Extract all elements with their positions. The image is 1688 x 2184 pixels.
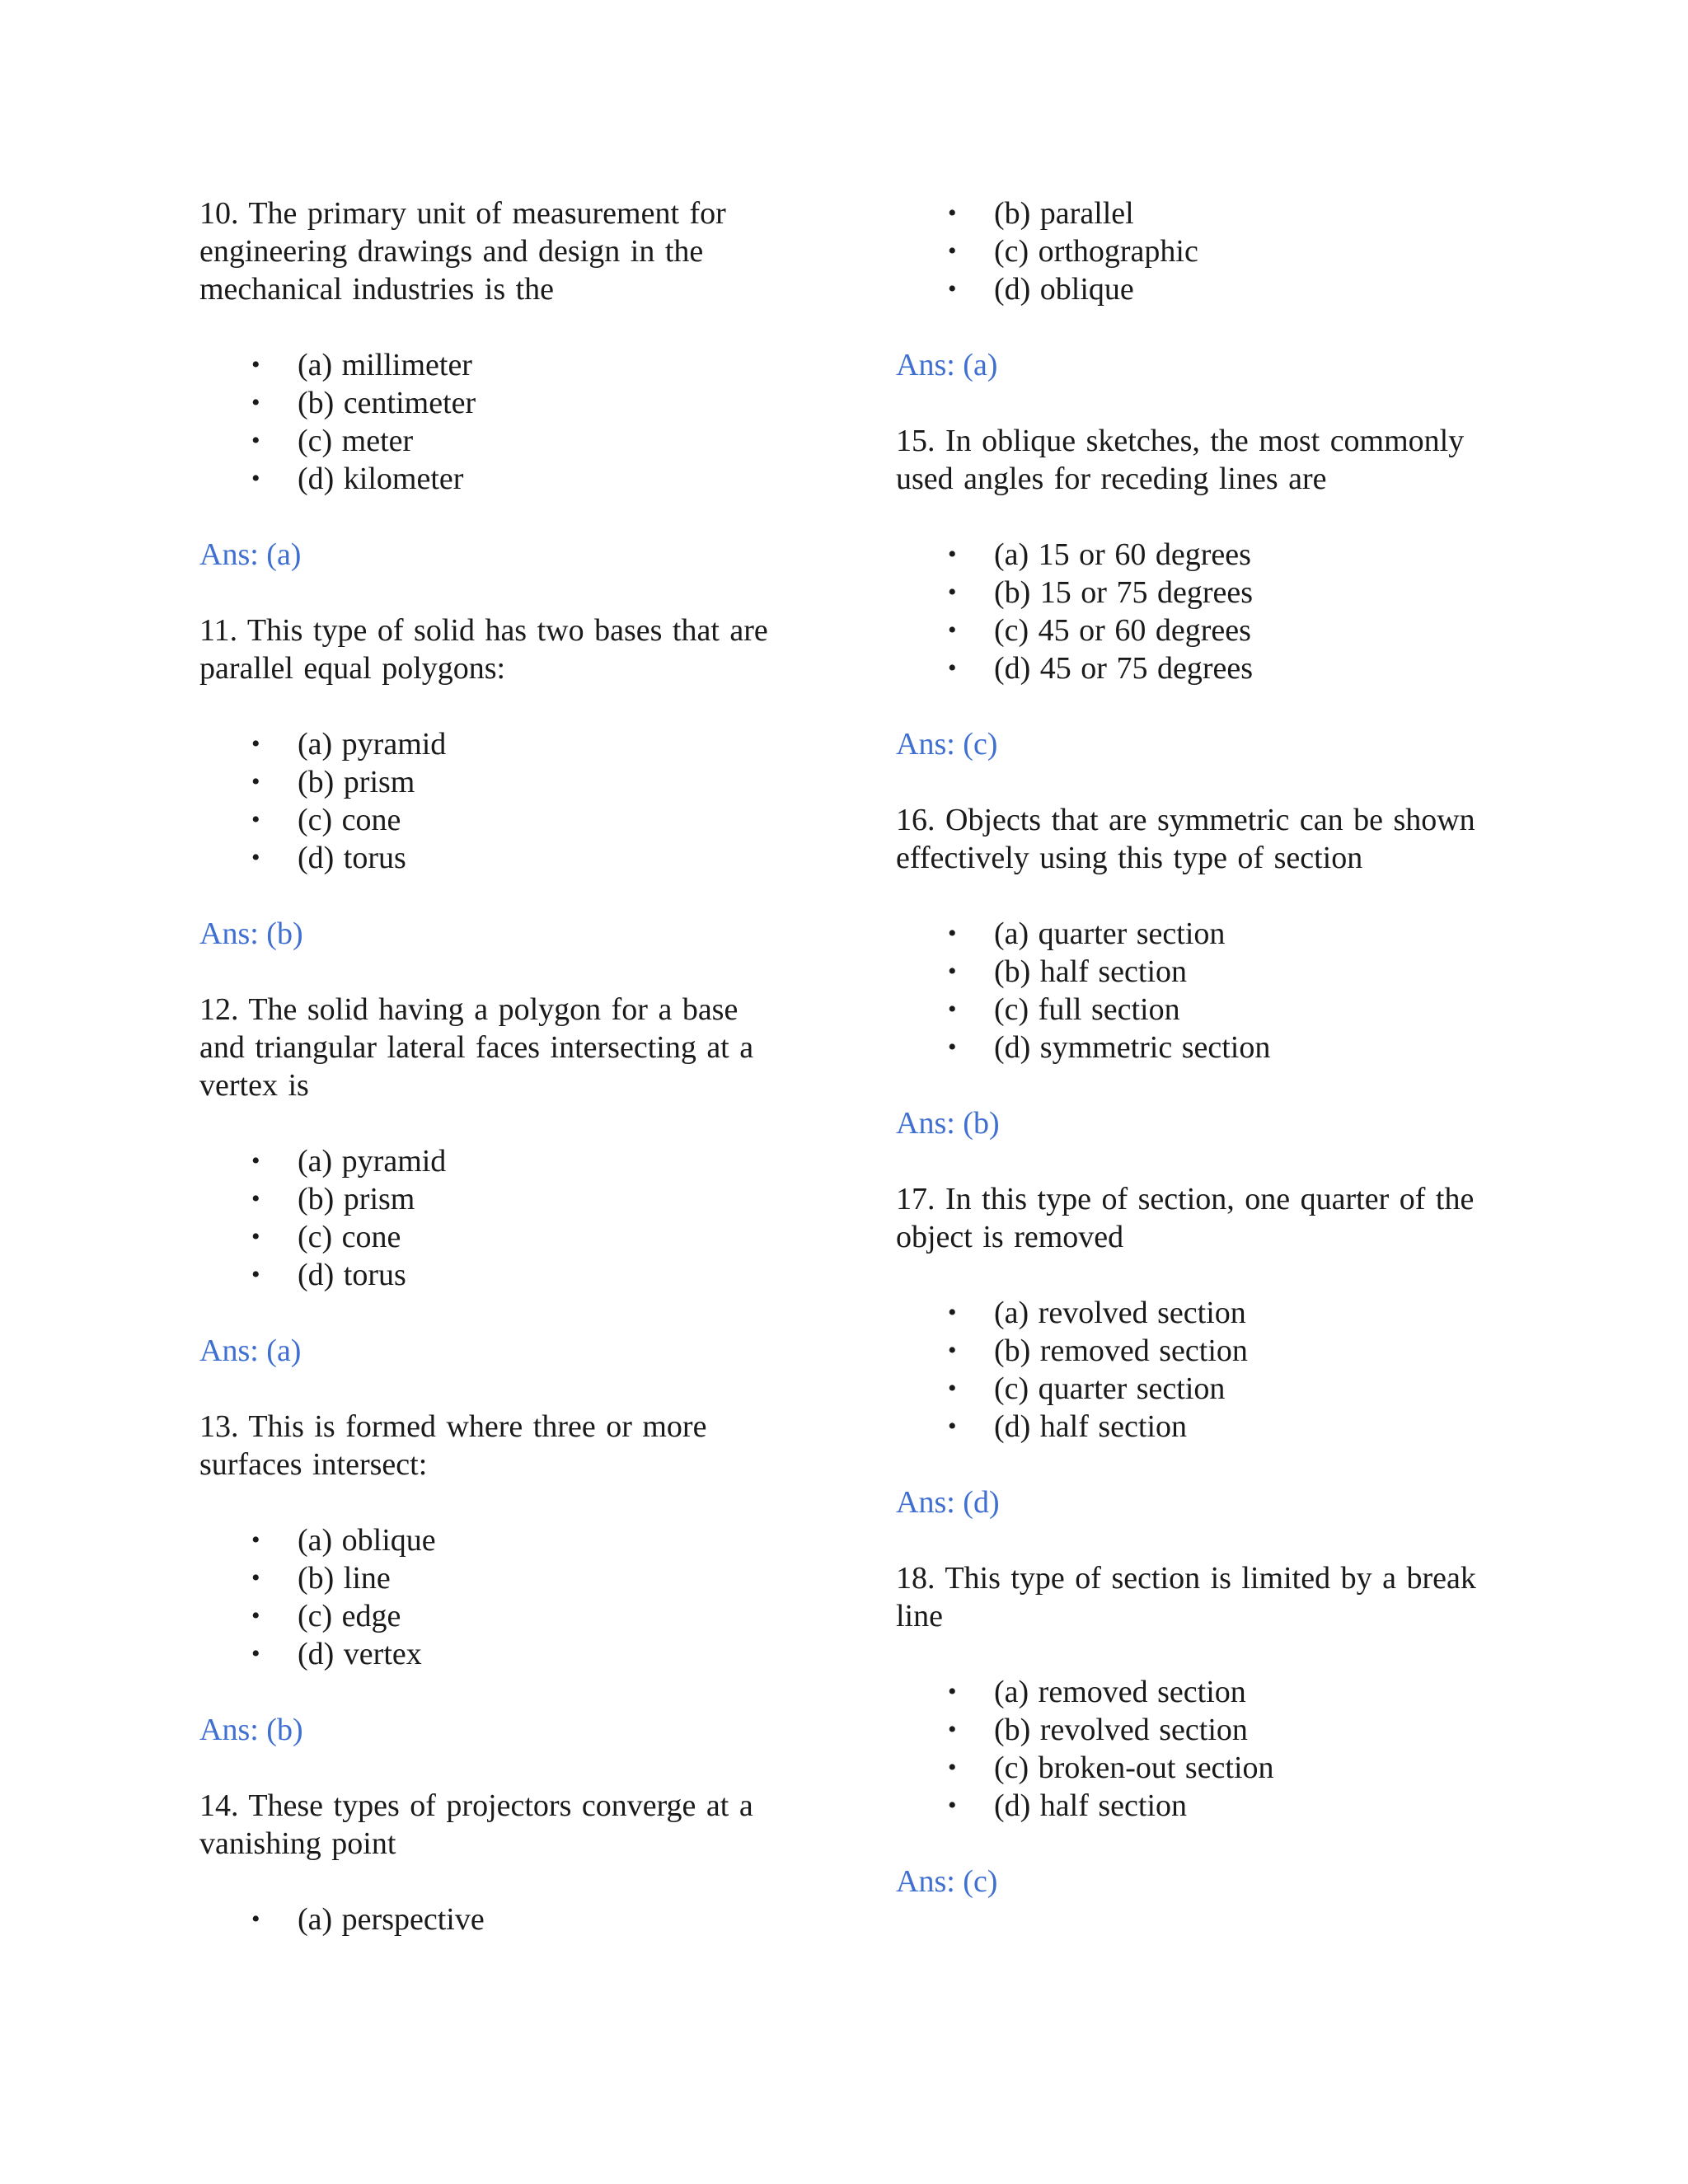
option-a: • (a) 15 or 60 degrees bbox=[948, 537, 1251, 572]
option-d: • (d) symmetric section bbox=[948, 1030, 1271, 1065]
bullet-icon: • bbox=[948, 616, 957, 644]
option-c: • (c) cone bbox=[251, 803, 401, 837]
bullet-icon: • bbox=[251, 351, 260, 378]
answer-18: Ans: (c) bbox=[896, 1864, 998, 1899]
question-18-options bbox=[896, 1673, 1522, 1825]
bullet-icon: • bbox=[948, 1375, 957, 1402]
bullet-icon: • bbox=[948, 654, 957, 682]
answer-10: Ans: (a) bbox=[199, 537, 302, 572]
bullet-icon: • bbox=[948, 579, 957, 606]
question-line: and triangular lateral faces intersecting at a bbox=[199, 1030, 754, 1065]
question-18-text bbox=[896, 1559, 1522, 1635]
question-16-options bbox=[896, 915, 1522, 1066]
option-a: • (a) pyramid bbox=[251, 1144, 447, 1179]
question-line: 18. This type of section is limited by a break bbox=[896, 1561, 1476, 1596]
question-12-options bbox=[199, 1142, 826, 1294]
question-11-text bbox=[199, 612, 826, 687]
bullet-icon: • bbox=[251, 1526, 260, 1554]
bullet-icon: • bbox=[948, 199, 957, 227]
option-b: • (b) prism bbox=[251, 765, 415, 799]
question-line: used angles for receding lines are bbox=[896, 462, 1327, 496]
option-a: • (a) millimeter bbox=[251, 348, 472, 382]
question-12-text bbox=[199, 991, 826, 1104]
option-a: • (a) revolved section bbox=[948, 1296, 1246, 1330]
option-d: • (d) kilometer bbox=[251, 462, 464, 496]
option-c: • (c) meter bbox=[251, 424, 414, 458]
bullet-icon: • bbox=[251, 1223, 260, 1250]
option-c: • (c) full section bbox=[948, 992, 1180, 1027]
option-d: • (d) vertex bbox=[251, 1637, 422, 1671]
question-10-block bbox=[199, 194, 826, 574]
option-b: • (b) line bbox=[251, 1561, 391, 1596]
question-line: parallel equal polygons: bbox=[199, 651, 506, 686]
option-a: • (a) removed section bbox=[948, 1675, 1246, 1709]
option-b: • (b) parallel bbox=[948, 196, 1134, 231]
bullet-icon: • bbox=[948, 237, 957, 265]
option-d: • (d) torus bbox=[251, 841, 406, 875]
answer-16: Ans: (b) bbox=[896, 1106, 1000, 1141]
bullet-icon: • bbox=[948, 541, 957, 568]
question-line: surfaces intersect: bbox=[199, 1447, 428, 1482]
option-a: • (a) quarter section bbox=[948, 916, 1226, 951]
bullet-icon: • bbox=[948, 1337, 957, 1364]
question-14-options-continued bbox=[896, 194, 1522, 308]
option-b: • (b) half section bbox=[948, 954, 1188, 989]
question-line: 17. In this type of section, one quarter of the bbox=[896, 1182, 1475, 1216]
bullet-icon: • bbox=[948, 1754, 957, 1781]
bullet-icon: • bbox=[251, 1602, 260, 1629]
option-b: • (b) removed section bbox=[948, 1333, 1248, 1368]
question-15-options bbox=[896, 536, 1522, 687]
question-11-options bbox=[199, 725, 826, 877]
option-d: • (d) oblique bbox=[948, 272, 1134, 307]
option-d: • (d) torus bbox=[251, 1258, 406, 1292]
question-16-text bbox=[896, 801, 1522, 877]
answer-11: Ans: (b) bbox=[199, 916, 303, 951]
question-14-text bbox=[199, 1787, 826, 1863]
bullet-icon: • bbox=[251, 768, 260, 795]
question-16-block bbox=[896, 801, 1522, 1142]
left-column bbox=[199, 194, 826, 1938]
option-b: • (b) prism bbox=[251, 1182, 415, 1216]
question-15-text bbox=[896, 422, 1522, 498]
question-line: line bbox=[896, 1599, 943, 1633]
answer-13: Ans: (b) bbox=[199, 1713, 303, 1747]
bullet-icon: • bbox=[948, 1716, 957, 1743]
question-17-text bbox=[896, 1180, 1522, 1256]
question-line: vertex is bbox=[199, 1068, 309, 1103]
bullet-icon: • bbox=[948, 1413, 957, 1440]
answer-15: Ans: (c) bbox=[896, 727, 998, 762]
question-line: object is removed bbox=[896, 1220, 1124, 1254]
answer-12: Ans: (a) bbox=[199, 1333, 302, 1368]
bullet-icon: • bbox=[251, 427, 260, 454]
question-13-block bbox=[199, 1408, 826, 1749]
option-d: • (d) half section bbox=[948, 1788, 1188, 1823]
question-line: engineering drawings and design in the bbox=[199, 234, 704, 269]
bullet-icon: • bbox=[251, 1640, 260, 1667]
option-c: • (c) orthographic bbox=[948, 234, 1198, 269]
question-17-block bbox=[896, 1180, 1522, 1521]
option-b: • (b) revolved section bbox=[948, 1713, 1248, 1747]
option-a: • (a) pyramid bbox=[251, 727, 447, 762]
question-13-options bbox=[199, 1521, 826, 1673]
question-line: mechanical industries is the bbox=[199, 272, 555, 307]
bullet-icon: • bbox=[251, 1261, 260, 1288]
option-c: • (c) edge bbox=[251, 1599, 401, 1633]
bullet-icon: • bbox=[948, 920, 957, 947]
question-10-options bbox=[199, 346, 826, 498]
question-line: 15. In oblique sketches, the most commonly bbox=[896, 424, 1465, 458]
option-c: • (c) broken-out section bbox=[948, 1750, 1274, 1785]
question-line: 14. These types of projectors converge at a bbox=[199, 1788, 753, 1823]
question-11-block bbox=[199, 612, 826, 953]
question-line: 13. This is formed where three or more bbox=[199, 1409, 707, 1444]
bullet-icon: • bbox=[251, 1564, 260, 1591]
bullet-icon: • bbox=[948, 1033, 957, 1061]
option-c: • (c) cone bbox=[251, 1220, 401, 1254]
question-14-options bbox=[199, 1900, 826, 1938]
question-12-block bbox=[199, 991, 826, 1370]
option-b: • (b) 15 or 75 degrees bbox=[948, 575, 1254, 610]
question-line: vanishing point bbox=[199, 1826, 396, 1861]
question-14-continued-block bbox=[896, 194, 1522, 384]
bullet-icon: • bbox=[251, 389, 260, 416]
option-c: • (c) quarter section bbox=[948, 1371, 1226, 1406]
bullet-icon: • bbox=[251, 1905, 260, 1933]
bullet-icon: • bbox=[251, 806, 260, 833]
question-line: 16. Objects that are symmetric can be shown bbox=[896, 803, 1475, 837]
bullet-icon: • bbox=[948, 1299, 957, 1326]
bullet-icon: • bbox=[948, 996, 957, 1023]
question-line: 10. The primary unit of measurement for bbox=[199, 196, 726, 231]
question-18-block bbox=[896, 1559, 1522, 1900]
option-a: • (a) oblique bbox=[251, 1523, 436, 1558]
bullet-icon: • bbox=[948, 1678, 957, 1705]
bullet-icon: • bbox=[948, 1792, 957, 1819]
option-c: • (c) 45 or 60 degrees bbox=[948, 613, 1251, 648]
answer-17: Ans: (d) bbox=[896, 1485, 1000, 1520]
right-column bbox=[896, 194, 1522, 1900]
question-14-block bbox=[199, 1787, 826, 1938]
option-b: • (b) centimeter bbox=[251, 386, 476, 420]
bullet-icon: • bbox=[251, 730, 260, 757]
question-15-block bbox=[896, 422, 1522, 763]
option-a: • (a) perspective bbox=[251, 1902, 485, 1937]
question-10-text bbox=[199, 194, 826, 308]
bullet-icon: • bbox=[251, 1185, 260, 1212]
bullet-icon: • bbox=[948, 275, 957, 302]
question-line: 11. This type of solid has two bases that are bbox=[199, 613, 768, 648]
answer-14: Ans: (a) bbox=[896, 348, 998, 382]
option-d: • (d) 45 or 75 degrees bbox=[948, 651, 1254, 686]
bullet-icon: • bbox=[251, 465, 260, 492]
bullet-icon: • bbox=[251, 1147, 260, 1174]
question-13-text bbox=[199, 1408, 826, 1483]
option-d: • (d) half section bbox=[948, 1409, 1188, 1444]
bullet-icon: • bbox=[251, 844, 260, 871]
question-line: 12. The solid having a polygon for a base bbox=[199, 992, 738, 1027]
bullet-icon: • bbox=[948, 958, 957, 985]
question-line: effectively using this type of section bbox=[896, 841, 1363, 875]
question-17-options bbox=[896, 1294, 1522, 1446]
